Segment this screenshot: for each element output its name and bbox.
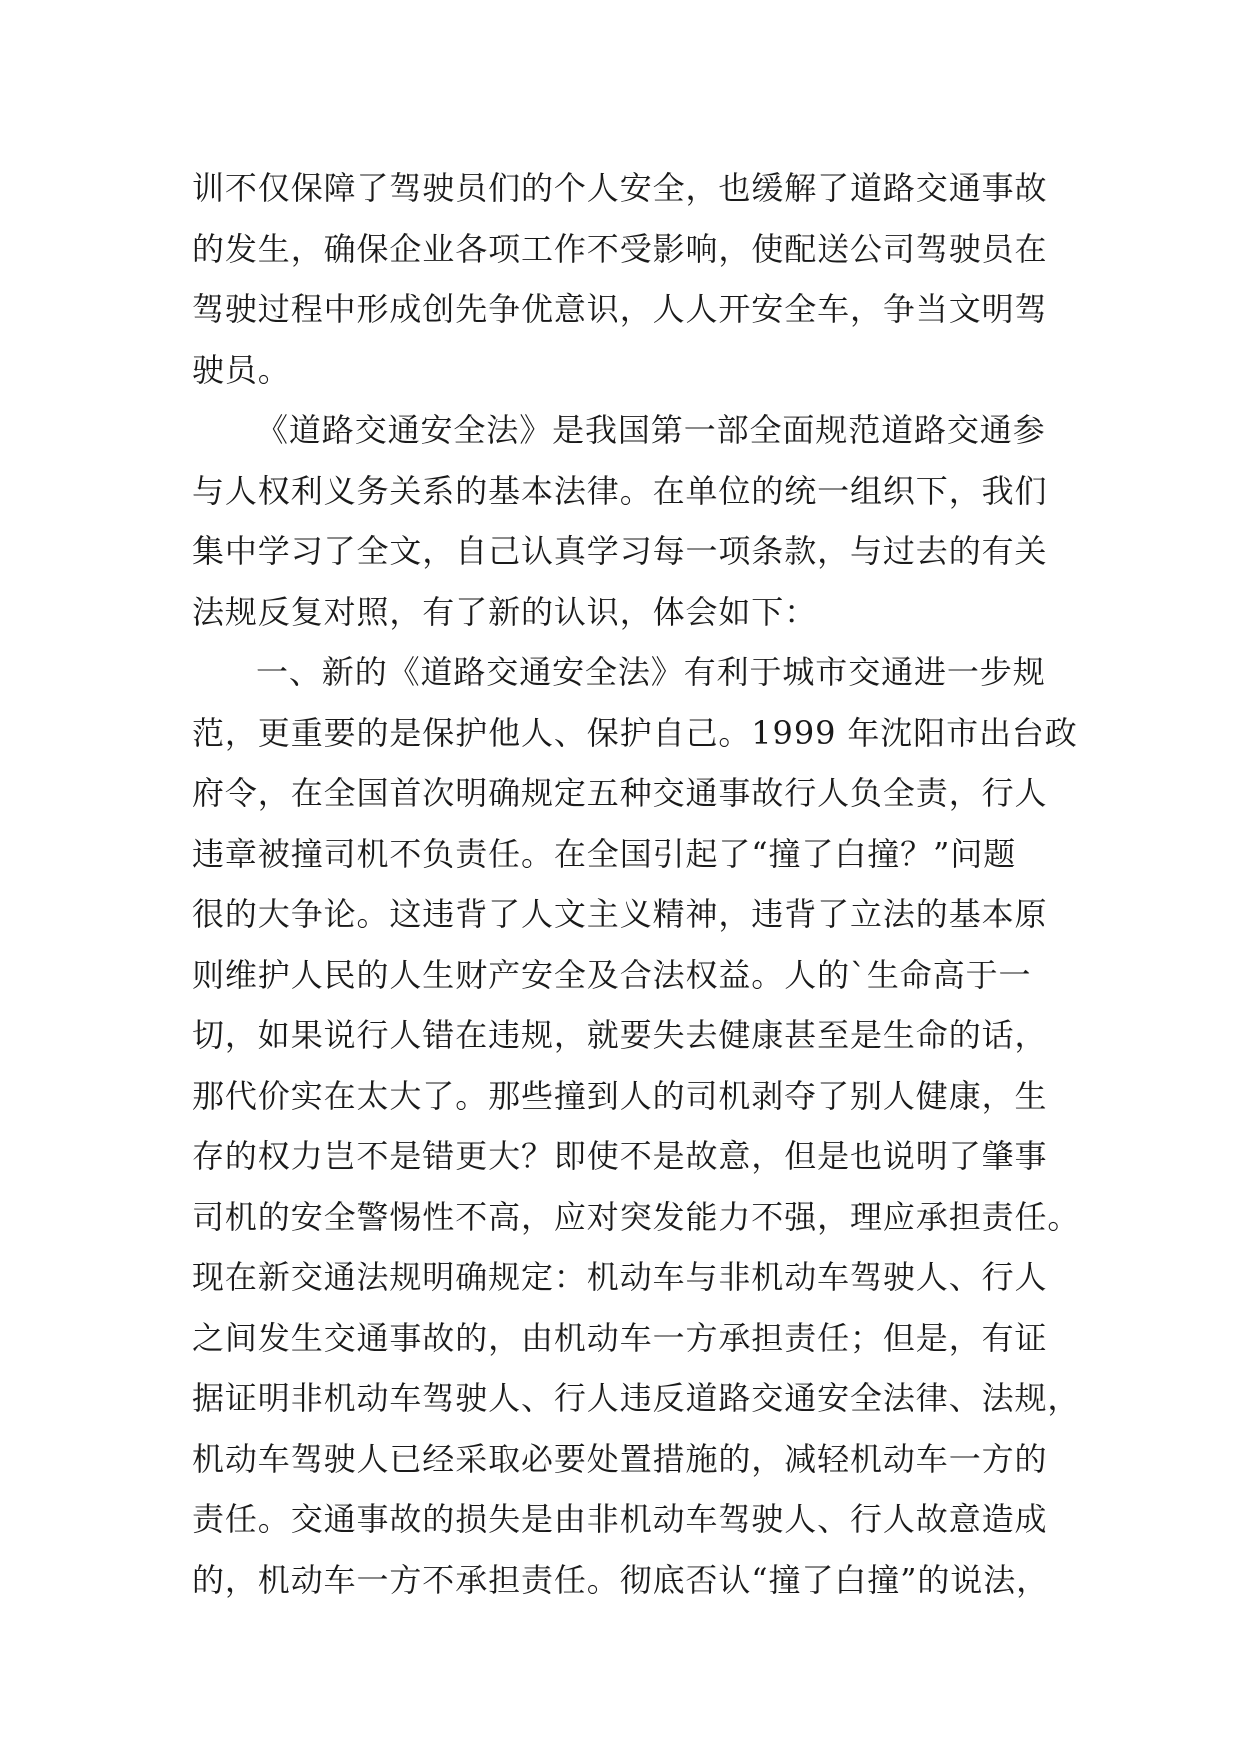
text-line: 责任。交通事故的损失是由非机动车驾驶人、行人故意造成 [192,1500,1048,1538]
text-line: 司机的安全警惕性不高，应对突发能力不强，理应承担责任。 [192,1197,1081,1236]
text-line: 违章被撞司机不负责任。在全国引起了“撞了白撞？”问题 [192,834,1017,873]
text-line: 府令，在全国首次明确规定五种交通事故行人负全责，行人 [192,774,1048,812]
text-line: 与人权利义务关系的基本法律。在单位的统一组织下，我们 [192,471,1048,510]
text-line: 那代价实在太大了。那些撞到人的司机剥夺了别人健康，生 [192,1076,1048,1115]
text-line: 驶员。 [192,350,291,389]
text-line: 的发生，确保企业各项工作不受影响，使配送公司驾驶员在 [192,229,1048,268]
text-line: 切，如果说行人错在违规，就要失去健康甚至是生命的话， [192,1016,1048,1054]
text-line: 集中学习了全文，自己认真学习每一项条款，与过去的有关 [192,532,1048,570]
text-line: 现在新交通法规明确规定：机动车与非机动车驾驶人、行人 [192,1258,1048,1296]
text-line: 驾驶过程中形成创先争优意识，人人开安全车，争当文明驾 [192,290,1048,328]
text-line: 的，机动车一方不承担责任。彻底否认“撞了白撞”的说法， [192,1560,1050,1599]
text-line: 机动车驾驶人已经采取必要处置措施的，减轻机动车一方的 [192,1439,1048,1478]
document-body [192,158,1081,1610]
text-line: 存的权力岂不是错更大？即使不是故意，但是也说明了肇事 [192,1137,1048,1175]
text-line: 之间发生交通事故的，由机动车一方承担责任；但是，有证 [192,1318,1048,1357]
text-line: 据证明非机动车驾驶人、行人违反道路交通安全法律、法规， [192,1379,1081,1417]
text-line: 训不仅保障了驾驶员们的个人安全，也缓解了道路交通事故 [192,169,1048,207]
text-line: 很的大争论。这违背了人文主义精神，违背了立法的基本原 [192,895,1048,933]
paragraph-start-line: 一、新的《道路交通安全法》有利于城市交通进一步规 [256,653,1046,691]
paragraph-start-line: 《道路交通安全法》是我国第一部全面规范道路交通参 [256,411,1046,449]
text-line: 则维护人民的人生财产安全及合法权益。人的`生命高于一 [192,955,1032,994]
text-line: 范，更重要的是保护他人、保护自己。1999 年沈阳市出台政 [192,713,1078,752]
text-line: 法规反复对照，有了新的认识，体会如下： [192,592,818,631]
